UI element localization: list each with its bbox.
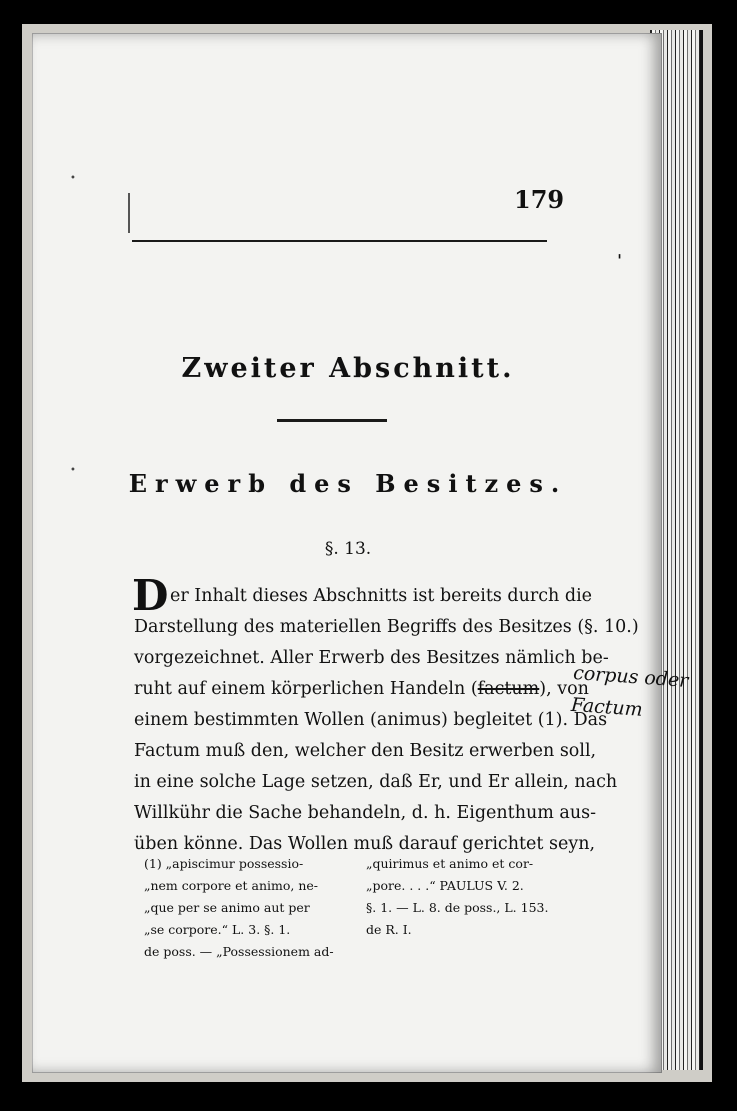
section-rule	[277, 419, 387, 422]
body-line: Darstellung des materiellen Begriffs des Besitzes (§. 10.)	[134, 617, 639, 637]
body-line: Willkühr die Sache behandeln, d. h. Eigenthum aus-	[134, 803, 597, 823]
annotation-line: Factum	[570, 693, 644, 721]
handwritten-annotation	[570, 657, 692, 729]
footnote-line: „que per se animo aut per	[144, 900, 310, 915]
section-subtitle: Erwerb des Besitzes.	[128, 469, 568, 498]
body-line: Factum muß den, welcher den Besitz erwerben soll,	[134, 741, 597, 761]
body-line: in eine solche Lage setzen, daß Er, und Er allein, nach	[134, 772, 618, 792]
body-line: einem bestimmten Wollen (animus) begleitet (1). Das	[134, 710, 608, 730]
struck-word: factum	[477, 679, 540, 699]
drop-cap: D	[132, 571, 169, 620]
footnote-column-right	[366, 853, 578, 941]
body-line-end: ), von	[539, 679, 589, 699]
body-line: er Inhalt dieses Abschnitts ist bereits durch die	[170, 586, 593, 606]
footnote-line: „quirimus et animo et cor-	[366, 856, 534, 871]
section-heading: Zweiter Abschnitt.	[181, 353, 515, 384]
footnote-column-left	[144, 853, 356, 963]
body-line: vorgezeichnet. Aller Erwerb des Besitzes nämlich be-	[134, 648, 609, 668]
footnote-line: §. 1. — L. 8. de poss., L. 153.	[366, 900, 549, 915]
margin-mark: ˌ	[617, 241, 623, 262]
footnote-line: de R. I.	[366, 922, 412, 937]
page-number: 179	[514, 185, 565, 214]
body-line-start: ruht auf einem körperlichen Handeln (	[134, 679, 478, 699]
footnote-line: „se corpore.“ L. 3. §. 1.	[144, 922, 291, 937]
body-line-with-strike	[134, 674, 589, 705]
footnote-line: de poss. — „Possessionem ad-	[144, 944, 334, 959]
footnote-line: „nem corpore et animo, ne-	[144, 878, 319, 893]
footnote-line: „pore. . . .“ PAULUS V. 2.	[366, 878, 524, 893]
margin-dot: •	[70, 173, 76, 184]
header-left-mark	[128, 193, 130, 233]
book-page	[32, 33, 690, 1073]
footnote-line: (1) „apiscimur possessio-	[144, 856, 304, 871]
body-line: üben könne. Das Wollen muß darauf gerichtet seyn,	[134, 834, 596, 854]
paragraph-number: §. 13.	[324, 539, 372, 559]
annotation-line: corpus oder	[572, 661, 690, 692]
header-rule	[132, 240, 547, 242]
margin-dot: •	[70, 465, 76, 476]
